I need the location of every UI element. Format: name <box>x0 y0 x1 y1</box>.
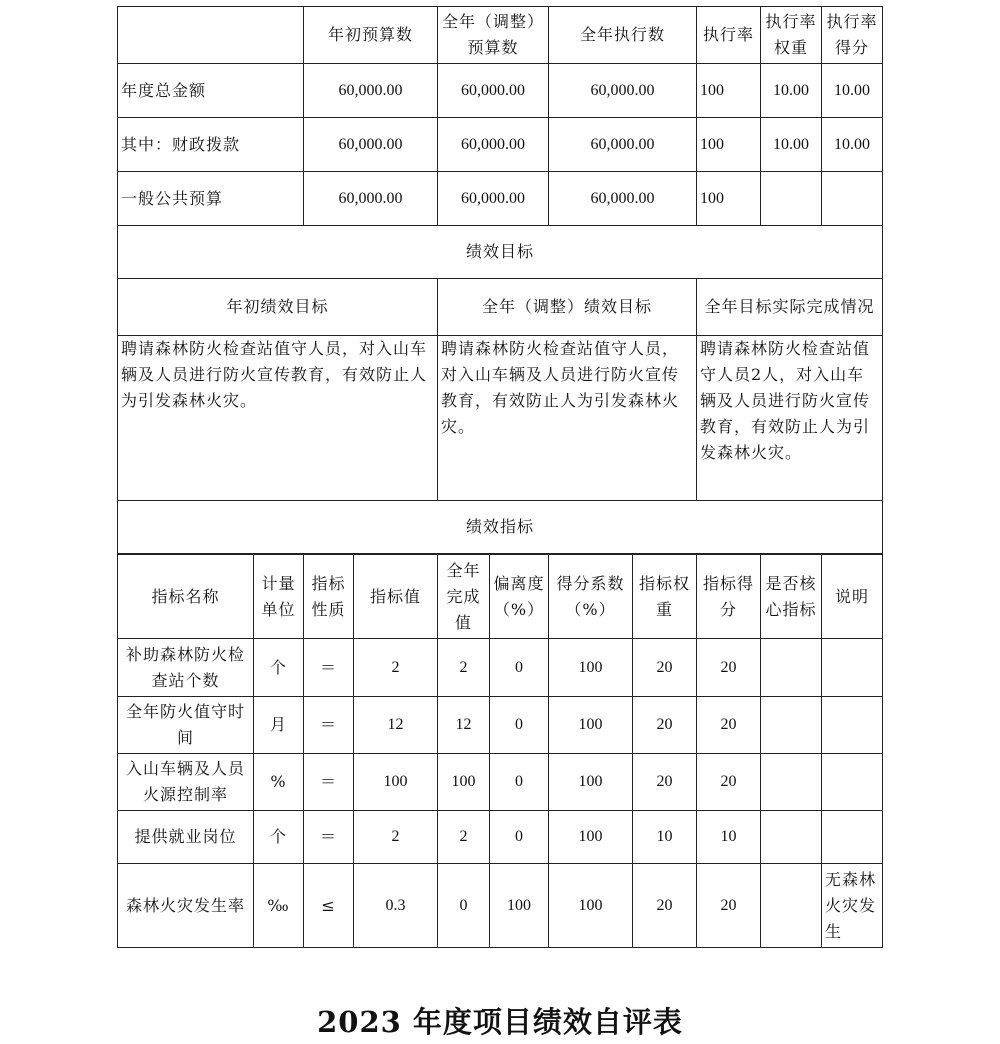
budget-row-score: 10.00 <box>822 118 883 172</box>
goals-actual-text: 聘请森林防火检查站值守人员2人，对入山车辆及人员进行防火宣传教育，有效防止人为引发森林火灾。 <box>697 336 883 501</box>
indicator-completed: 0 <box>438 864 490 948</box>
indicator-core <box>761 864 822 948</box>
budget-row-adjusted: 60,000.00 <box>438 64 549 118</box>
budget-row-weight: 10.00 <box>761 118 822 172</box>
indicator-completed: 2 <box>438 639 490 697</box>
goals-adjusted-text: 聘请森林防火检查站值守人员，对入山车辆及人员进行防火宣传教育，有效防止人为引发森林火灾。 <box>438 336 697 501</box>
budget-row-weight: 10.00 <box>761 64 822 118</box>
header-blank <box>118 7 304 64</box>
indicator-note <box>822 754 883 811</box>
indicator-nature: ＝ <box>304 639 354 697</box>
indicators-section-title: 绩效指标 <box>118 501 883 554</box>
indicator-coef: 100 <box>549 697 633 754</box>
budget-row-label: 一般公共预算 <box>118 172 304 226</box>
ind-header-name: 指标名称 <box>118 555 254 639</box>
indicator-unit: 个 <box>254 639 304 697</box>
indicator-weight: 20 <box>633 864 697 948</box>
goals-col-adjusted: 全年（调整）绩效目标 <box>438 279 697 336</box>
header-adjusted-budget: 全年（调整）预算数 <box>438 7 549 64</box>
indicator-value: 100 <box>354 754 438 811</box>
indicator-unit: % <box>254 754 304 811</box>
indicator-nature: ＝ <box>304 697 354 754</box>
indicator-weight: 20 <box>633 754 697 811</box>
page-title: 2023 年度项目绩效自评表 <box>317 1005 683 1039</box>
indicator-score: 20 <box>697 864 761 948</box>
indicator-coef: 100 <box>549 811 633 864</box>
indicator-nature: ＝ <box>304 754 354 811</box>
indicator-value: 0.3 <box>354 864 438 948</box>
indicator-deviation: 0 <box>490 639 549 697</box>
indicator-nature: ≤ <box>304 864 354 948</box>
indicator-weight: 20 <box>633 697 697 754</box>
indicator-note: 无森林火灾发生 <box>822 864 883 948</box>
indicator-coef: 100 <box>549 639 633 697</box>
indicators-table <box>117 554 883 948</box>
budget-row-score: 10.00 <box>822 64 883 118</box>
indicator-core <box>761 811 822 864</box>
goals-initial-text: 聘请森林防火检查站值守人员，对入山车辆及人员进行防火宣传教育，有效防止人为引发森林火灾。 <box>118 336 438 501</box>
indicator-completed: 2 <box>438 811 490 864</box>
ind-header-deviation: 偏离度（%） <box>490 555 549 639</box>
budget-row-executed: 60,000.00 <box>549 64 697 118</box>
indicator-score: 20 <box>697 639 761 697</box>
budget-and-goals-table <box>117 6 883 554</box>
budget-row-initial: 60,000.00 <box>304 118 438 172</box>
ind-header-coef: 得分系数（%） <box>549 555 633 639</box>
header-initial-budget: 年初预算数 <box>304 7 438 64</box>
indicator-value: 12 <box>354 697 438 754</box>
indicator-coef: 100 <box>549 754 633 811</box>
indicator-note <box>822 697 883 754</box>
indicator-name: 森林火灾发生率 <box>118 864 254 948</box>
indicator-score: 10 <box>697 811 761 864</box>
indicator-name: 提供就业岗位 <box>118 811 254 864</box>
budget-row-rate: 100 <box>697 172 761 226</box>
indicator-completed: 12 <box>438 697 490 754</box>
budget-row-initial: 60,000.00 <box>304 172 438 226</box>
indicator-value: 2 <box>354 639 438 697</box>
indicator-note <box>822 639 883 697</box>
indicator-coef: 100 <box>549 864 633 948</box>
ind-header-score: 指标得分 <box>697 555 761 639</box>
budget-row-weight <box>761 172 822 226</box>
indicator-deviation: 0 <box>490 697 549 754</box>
header-exec-rate: 执行率 <box>697 7 761 64</box>
indicator-weight: 10 <box>633 811 697 864</box>
budget-row-score <box>822 172 883 226</box>
ind-header-note: 说明 <box>822 555 883 639</box>
ind-header-core: 是否核心指标 <box>761 555 822 639</box>
indicator-unit: 月 <box>254 697 304 754</box>
indicator-unit: ‰ <box>254 864 304 948</box>
indicator-core <box>761 754 822 811</box>
indicator-deviation: 0 <box>490 754 549 811</box>
indicator-core <box>761 697 822 754</box>
budget-row-initial: 60,000.00 <box>304 64 438 118</box>
indicator-nature: ＝ <box>304 811 354 864</box>
indicator-name: 入山车辆及人员火源控制率 <box>118 754 254 811</box>
budget-row-label: 年度总金额 <box>118 64 304 118</box>
indicator-value: 2 <box>354 811 438 864</box>
indicator-note <box>822 811 883 864</box>
header-rate-score: 执行率得分 <box>822 7 883 64</box>
indicator-core <box>761 639 822 697</box>
header-executed: 全年执行数 <box>549 7 697 64</box>
indicator-weight: 20 <box>633 639 697 697</box>
budget-row-label: 其中：财政拨款 <box>118 118 304 172</box>
budget-row-executed: 60,000.00 <box>549 172 697 226</box>
budget-row-executed: 60,000.00 <box>549 118 697 172</box>
ind-header-value: 指标值 <box>354 555 438 639</box>
budget-row-rate: 100 <box>697 118 761 172</box>
indicator-unit: 个 <box>254 811 304 864</box>
ind-header-unit: 计量单位 <box>254 555 304 639</box>
goals-col-actual: 全年目标实际完成情况 <box>697 279 883 336</box>
header-rate-weight: 执行率权重 <box>761 7 822 64</box>
budget-row-rate: 100 <box>697 64 761 118</box>
ind-header-nature: 指标性质 <box>304 555 354 639</box>
goals-col-initial: 年初绩效目标 <box>118 279 438 336</box>
ind-header-weight: 指标权重 <box>633 555 697 639</box>
budget-row-adjusted: 60,000.00 <box>438 172 549 226</box>
indicator-completed: 100 <box>438 754 490 811</box>
indicator-name: 全年防火值守时间 <box>118 697 254 754</box>
goals-section-title: 绩效目标 <box>118 226 883 279</box>
indicator-score: 20 <box>697 697 761 754</box>
budget-row-adjusted: 60,000.00 <box>438 118 549 172</box>
indicator-name: 补助森林防火检查站个数 <box>118 639 254 697</box>
indicator-deviation: 100 <box>490 864 549 948</box>
ind-header-completed: 全年完成值 <box>438 555 490 639</box>
indicator-deviation: 0 <box>490 811 549 864</box>
indicator-score: 20 <box>697 754 761 811</box>
